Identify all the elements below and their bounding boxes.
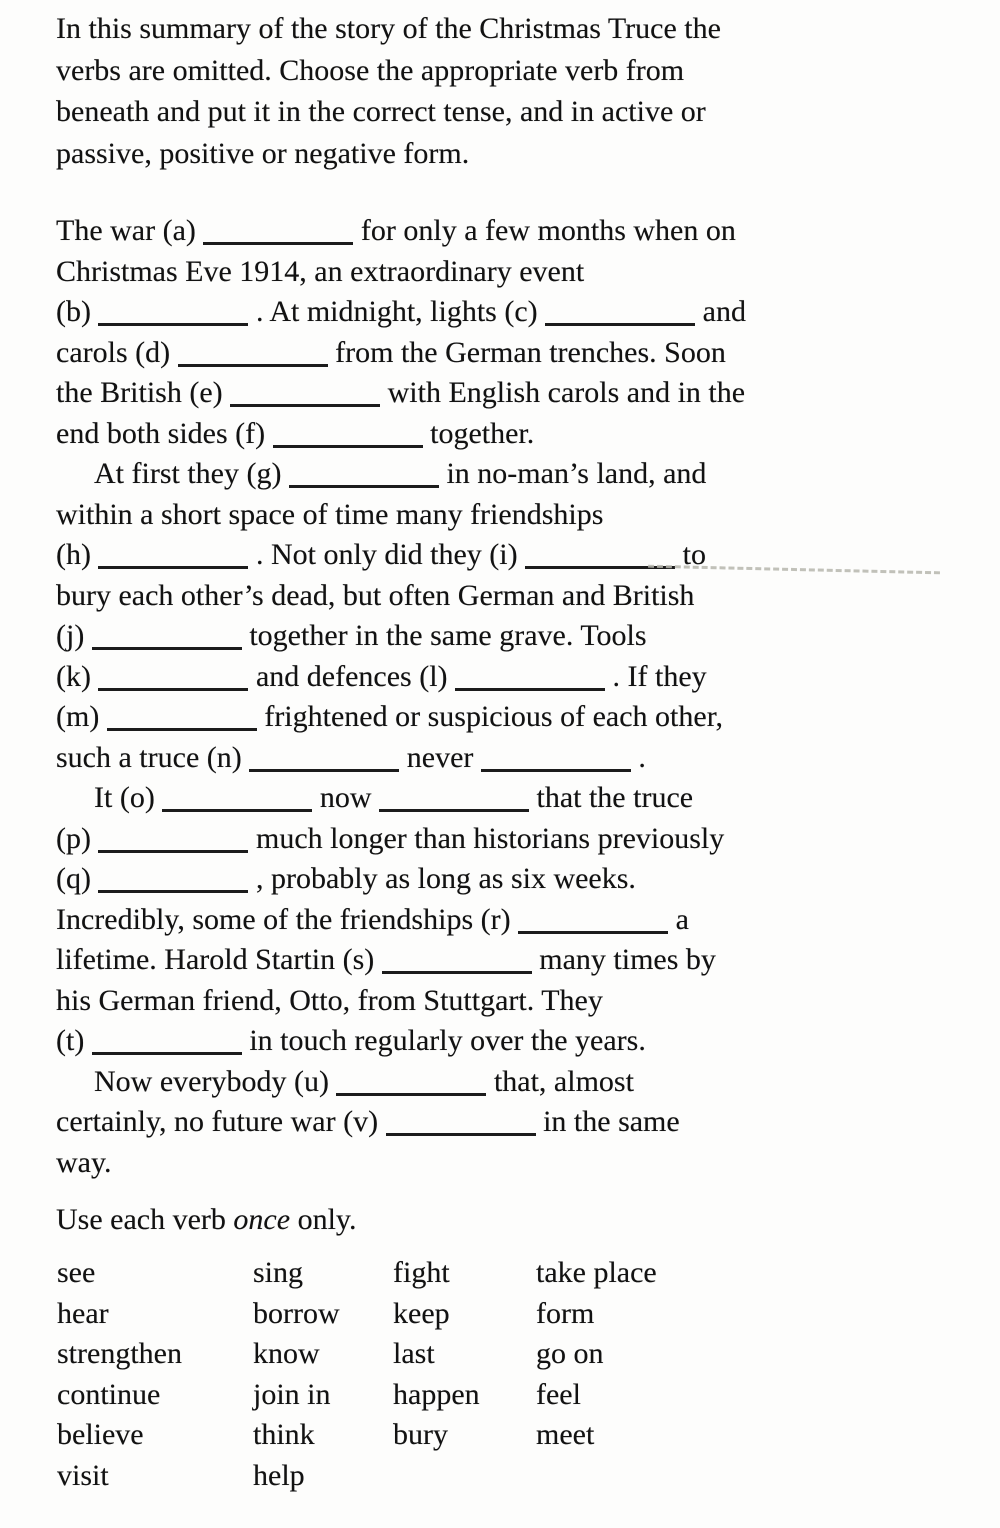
text-line: (t) in touch regularly over the years. [56,1024,646,1057]
verb-option: feel [536,1377,581,1411]
verb-option: sing [253,1256,304,1289]
answer-blank[interactable] [336,1093,486,1096]
verb-option: form [536,1296,595,1330]
text-line: (q) , probably as long as six weeks. [56,862,636,895]
answer-blank[interactable] [98,890,248,893]
text-line: passive, positive or negative form. [56,136,470,170]
answer-blank[interactable] [230,404,380,407]
verb-option: meet [536,1418,595,1451]
answer-blank[interactable] [289,485,439,488]
verb-option: visit [57,1458,109,1492]
verb-option: strengthen [57,1337,182,1370]
answer-blank[interactable] [98,323,248,326]
verb-option: borrow [253,1296,340,1330]
answer-blank[interactable] [545,323,695,326]
text-line: verbs are omitted. Choose the appropriate verb from [56,53,685,87]
text-line: within a short space of time many friendships [56,497,604,531]
text-line: certainly, no future war (v) in the same [56,1105,680,1138]
text-line: lifetime. Harold Startin (s) many times by [56,943,716,976]
verb-option: think [253,1418,315,1451]
text-line: carols (d) from the German trenches. Soon [56,335,726,369]
answer-blank[interactable] [203,242,353,245]
verb-option: fight [393,1256,450,1289]
text-line: (j) together in the same grave. Tools [56,619,647,652]
text-line: (p) much longer than historians previously [56,821,725,855]
text-line: (k) and defences (l) . If they [56,659,707,693]
verb-option: see [57,1256,96,1289]
verb-option: go on [536,1337,604,1370]
verb-option: bury [393,1418,448,1451]
verb-option: continue [57,1377,161,1411]
text-line: The war (a) for only a few months when on [56,214,736,247]
verb-option: keep [393,1296,450,1330]
text-line: way. [56,1145,112,1179]
answer-blank[interactable] [92,1052,242,1055]
text-line: Now everybody (u) that, almost [94,1064,634,1098]
text-line: his German friend, Otto, from Stuttgart. They [56,983,603,1017]
exercise-gapfill-text [56,211,970,1183]
text-line: bury each other’s dead, but often German and British [56,578,695,612]
answer-blank[interactable] [455,688,605,691]
text-line: (h) . Not only did they (i) to [56,538,706,571]
text-line: (m) frightened or suspicious of each other, [56,700,723,733]
text-line: Incredibly, some of the friendships (r) a [56,902,689,936]
verb-note: Use each verb once only. [56,1203,357,1236]
answer-blank[interactable] [162,809,312,812]
answer-blank[interactable] [379,809,529,812]
verb-option: happen [393,1377,480,1411]
text-line: end both sides (f) together. [56,416,535,450]
text-line: At first they (g) in no-man’s land, and [94,457,707,490]
text-line: the British (e) with English carols and in the [56,376,746,409]
verb-option: last [393,1337,435,1370]
answer-blank[interactable] [178,364,328,367]
verb-option: believe [57,1418,144,1451]
text-line: It (o) now that the truce [94,781,694,814]
text-line: In this summary of the story of the Christmas Truce the [56,12,721,45]
answer-blank[interactable] [107,728,257,731]
verb-option: join in [253,1377,331,1411]
answer-blank[interactable] [92,647,242,650]
answer-blank[interactable] [273,445,423,448]
text-line: beneath and put it in the correct tense, and in active or [56,95,706,128]
text-line: Christmas Eve 1914, an extraordinary event [56,254,585,288]
answer-blank[interactable] [481,769,631,772]
answer-blank[interactable] [98,688,248,691]
verb-option: know [253,1337,320,1370]
italic-word: once [233,1203,291,1236]
text-line: (b) . At midnight, lights (c) and [56,295,746,328]
verb-option: help [253,1458,305,1492]
instructions-paragraph [56,8,960,174]
verb-bank-list [57,1253,657,1496]
answer-blank[interactable] [518,931,668,934]
text-line: such a truce (n) never . [56,740,646,774]
verb-option: hear [57,1296,109,1330]
answer-blank[interactable] [98,566,248,569]
answer-blank[interactable] [98,850,248,853]
verb-option: take place [536,1256,657,1289]
answer-blank[interactable] [382,971,532,974]
answer-blank[interactable] [249,769,399,772]
answer-blank[interactable] [386,1133,536,1136]
